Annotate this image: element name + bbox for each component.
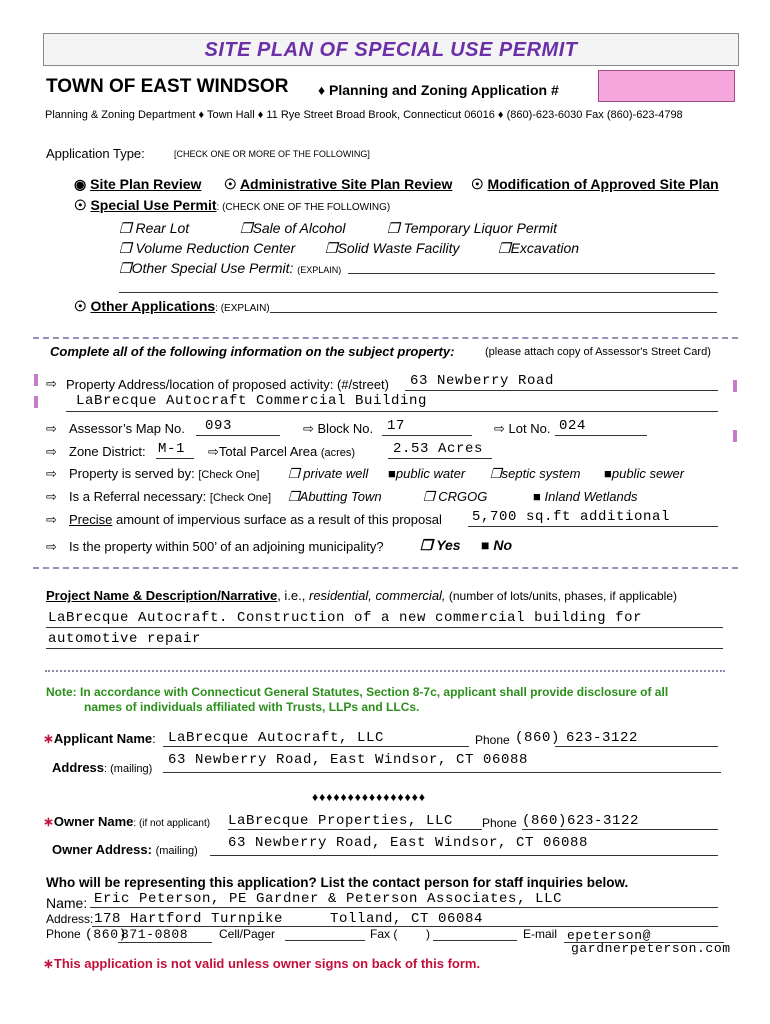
- map-number-value[interactable]: 093: [205, 418, 233, 434]
- modification-label: Modification of Approved Site Plan: [487, 176, 719, 192]
- site-plan-review-label: Site Plan Review: [90, 176, 202, 192]
- owner-phone-label: Phone: [482, 816, 517, 830]
- zone-district-value[interactable]: M-1: [158, 441, 186, 457]
- property-address-value[interactable]: 63 Newberry Road: [410, 373, 555, 389]
- impervious-surface-label: Precise amount of impervious surface as a result of this proposal: [69, 512, 442, 527]
- disclosure-note-line1: Note: In accordance with Connecticut General Statutes, Section 8-7c, applicant shall provide disclosure of all: [46, 685, 669, 699]
- checkbox-icon: ❒: [119, 220, 132, 236]
- disclosure-note-line2: names of individuals affiliated with Trusts, LLPs and LLCs.: [84, 700, 420, 714]
- volume-reduction-option[interactable]: [119, 240, 295, 257]
- representative-question: Who will be representing this application? List the contact person for staff inquiries below.: [46, 875, 629, 890]
- checked-checkbox-icon: ■: [388, 466, 396, 481]
- arrow-icon: ⇨: [46, 539, 57, 554]
- explain-label: (EXPLAIN): [297, 265, 342, 275]
- applicant-address-label: Address: (mailing): [52, 760, 153, 775]
- contact-address-label: Address:: [46, 912, 94, 926]
- owner-address-line: [210, 855, 718, 856]
- contact-phone-label: Phone: [46, 927, 81, 941]
- yes-option[interactable]: [420, 537, 461, 554]
- project-line: [46, 648, 723, 649]
- map-number-line: [196, 435, 280, 436]
- contact-phone-value[interactable]: 871-0808: [121, 927, 189, 942]
- owner-name-line: [228, 829, 482, 830]
- department-contact-line: Planning & Zoning Department ♦ Town Hall ♦ 11 Rye Street Broad Brook, Connecticut 06016 ♦ (860)-623-6030 Fax (860)-623-4798: [45, 109, 683, 121]
- inland-wetlands-option[interactable]: [533, 489, 637, 504]
- zone-district-label: Zone District:: [69, 444, 146, 459]
- checkbox-icon: ❒: [288, 466, 300, 481]
- section-divider: [33, 567, 738, 569]
- margin-mark: [34, 374, 38, 386]
- checkbox-icon: ❒: [423, 489, 435, 504]
- public-water-label: public water: [395, 466, 466, 481]
- application-type-label: Application Type:: [46, 146, 145, 161]
- checkbox-icon: ❒: [240, 220, 253, 236]
- radio-icon: ☉: [224, 176, 237, 192]
- other-special-use-field-line2[interactable]: [119, 292, 718, 293]
- fax-field[interactable]: [433, 940, 517, 941]
- applicant-name-line: [163, 746, 469, 747]
- impervious-surface-value[interactable]: 5,700 sq.ft additional: [472, 509, 671, 525]
- applicant-phone-value[interactable]: 623-3122: [566, 730, 639, 746]
- checked-checkbox-icon: ■: [604, 466, 612, 481]
- map-number-label: Assessor’s Map No.: [69, 421, 185, 436]
- volume-reduction-label: Volume Reduction Center: [135, 240, 296, 256]
- required-asterisk-icon: ∗: [43, 731, 54, 746]
- separator-diamonds: ♦♦♦♦♦♦♦♦♦♦♦♦♦♦♦♦: [312, 790, 426, 804]
- arrow-icon: ⇨: [46, 444, 57, 459]
- other-special-use-label: Other Special Use Permit:: [131, 260, 294, 276]
- lot-number-line: [555, 435, 647, 436]
- email-value[interactable]: epeterson@: [567, 928, 652, 943]
- abutting-town-label: Abutting Town: [299, 489, 382, 504]
- public-sewer-option[interactable]: [604, 466, 684, 481]
- owner-phone-line: [522, 829, 718, 830]
- project-line: [46, 627, 723, 628]
- arrow-icon: ⇨: [46, 376, 57, 391]
- project-description-label: Project Name & Description/Narrative, i.e., residential, commercial, (number of lots/units, phases, if applicable): [46, 588, 677, 603]
- property-heading-note: (please attach copy of Assessor's Street Card): [485, 346, 711, 358]
- other-applications-label: Other Applications: [90, 298, 216, 314]
- yes-label: Yes: [436, 537, 461, 553]
- checkbox-icon: ❒: [119, 240, 132, 256]
- impervious-surface-line: [468, 526, 718, 527]
- excavation-label: Excavation: [510, 240, 580, 256]
- arrow-icon: ⇨: [46, 512, 57, 527]
- private-well-label: private well: [303, 466, 369, 481]
- owner-name-value[interactable]: LaBrecque Properties, LLC: [228, 813, 454, 829]
- septic-system-label: septic system: [501, 466, 581, 481]
- radio-icon: ☉: [471, 176, 484, 192]
- contact-address-value[interactable]: 178 Hartford Turnpike: [94, 911, 284, 927]
- owner-address-label: Owner Address: (mailing): [52, 842, 198, 857]
- block-number-label: ⇨ Block No.: [303, 421, 374, 436]
- checkbox-icon: ❒: [325, 240, 338, 256]
- applicant-name-label: ∗Applicant Name:: [43, 731, 156, 746]
- other-special-use-field[interactable]: [348, 273, 715, 274]
- checked-radio-icon: ◉: [74, 176, 87, 192]
- abutting-town-option[interactable]: [288, 489, 382, 505]
- solid-waste-label: Solid Waste Facility: [337, 240, 460, 256]
- temporary-liquor-label: Temporary Liquor Permit: [403, 220, 557, 236]
- served-by-label: Property is served by: [Check One]: [69, 466, 260, 481]
- sale-alcohol-label: Sale of Alcohol: [252, 220, 346, 236]
- title-banner: [43, 33, 739, 66]
- application-type-instructions: [CHECK ONE OR MORE OF THE FOLLOWING]: [174, 149, 370, 159]
- temporary-liquor-option[interactable]: [387, 220, 557, 237]
- other-special-use-option[interactable]: [119, 260, 341, 277]
- site-plan-review-option[interactable]: [74, 176, 201, 193]
- project-description-line1[interactable]: LaBrecque Autocraft. Construction of a new commercial building for: [48, 610, 643, 626]
- public-sewer-label: public sewer: [611, 466, 685, 481]
- checkbox-icon: ❒: [498, 240, 511, 256]
- checkbox-icon: ❒: [119, 260, 132, 276]
- administrative-review-label: Administrative Site Plan Review: [239, 176, 453, 192]
- contact-name-line: [90, 907, 718, 908]
- contact-town-value[interactable]: Tolland, CT 06084: [330, 911, 484, 927]
- no-label: No: [493, 537, 513, 553]
- applicant-phone-label: Phone: [475, 733, 510, 747]
- private-well-option[interactable]: [288, 466, 368, 482]
- modification-option[interactable]: [471, 176, 719, 193]
- application-number-label: ♦ Planning and Zoning Application #: [318, 82, 559, 98]
- property-address-value2[interactable]: LaBrecque Autocraft Commercial Building: [76, 393, 428, 409]
- septic-system-option[interactable]: [490, 466, 580, 482]
- owner-name-label: ∗Owner Name: (if not applicant): [43, 814, 211, 829]
- contact-phone-area[interactable]: (860): [85, 927, 128, 942]
- cell-pager-label: Cell/Pager: [219, 927, 276, 941]
- crgog-label: CRGOG: [438, 489, 488, 504]
- town-name: TOWN OF EAST WINDSOR: [46, 76, 289, 97]
- public-water-option[interactable]: [388, 466, 465, 481]
- solid-waste-option[interactable]: [325, 240, 459, 257]
- applicant-address-value[interactable]: 63 Newberry Road, East Windsor, CT 06088: [168, 752, 529, 768]
- cell-pager-field[interactable]: [285, 940, 365, 941]
- contact-name-label: Name:: [46, 895, 88, 911]
- adjoining-municipality-label: Is the property within 500’ of an adjoining municipality?: [69, 539, 384, 554]
- block-number-line: [382, 435, 472, 436]
- property-heading: Complete all of the following information on the subject property:: [50, 344, 455, 359]
- special-use-permit-option[interactable]: [74, 197, 390, 214]
- other-applications-field[interactable]: [270, 312, 717, 313]
- required-asterisk-icon: ∗: [43, 956, 54, 971]
- administrative-review-option[interactable]: [224, 176, 452, 193]
- checked-checkbox-icon: ■: [533, 489, 541, 504]
- no-option[interactable]: [481, 537, 512, 553]
- application-number-field[interactable]: [598, 70, 735, 102]
- applicant-address-line: [163, 772, 721, 773]
- property-address-line2: [66, 411, 718, 412]
- email-label: E-mail: [523, 927, 558, 941]
- crgog-option[interactable]: [423, 489, 487, 505]
- owner-phone-value[interactable]: (860)623-3122: [522, 813, 640, 829]
- fax-label: Fax (: [370, 927, 398, 941]
- lot-number-value[interactable]: 024: [559, 418, 587, 434]
- owner-signature-warning: ∗This application is not valid unless owner signs on back of this form.: [43, 956, 481, 971]
- zone-district-line: [156, 458, 194, 459]
- arrow-icon: ⇨: [46, 421, 57, 436]
- arrow-icon: ⇨: [46, 466, 57, 481]
- parcel-area-label: ⇨Total Parcel Area (acres): [208, 444, 356, 459]
- margin-mark: [733, 430, 737, 442]
- rear-lot-option[interactable]: [119, 220, 189, 237]
- contact-name-value[interactable]: Eric Peterson, PE Gardner & Peterson Associates, LLC: [94, 891, 563, 907]
- margin-mark: [34, 396, 38, 408]
- block-number-value[interactable]: 17: [387, 418, 406, 434]
- excavation-option[interactable]: [498, 240, 579, 257]
- property-address-label: Property Address/location of proposed activity: (#/street): [66, 377, 389, 392]
- parcel-area-line: [388, 458, 492, 459]
- checkbox-icon: ❒: [420, 537, 433, 553]
- owner-address-value[interactable]: 63 Newberry Road, East Windsor, CT 06088: [228, 835, 589, 851]
- margin-mark: [733, 380, 737, 392]
- radio-icon: ☉: [74, 298, 87, 314]
- arrow-icon: ⇨: [46, 489, 57, 504]
- required-asterisk-icon: ∗: [43, 814, 54, 829]
- radio-icon: ☉: [74, 197, 87, 213]
- checked-checkbox-icon: ■: [481, 537, 490, 553]
- applicant-phone-area[interactable]: (860): [515, 730, 561, 746]
- other-applications-option[interactable]: [74, 298, 270, 315]
- checkbox-icon: ❒: [288, 489, 300, 504]
- other-applications-explain: : (EXPLAIN): [215, 303, 270, 314]
- contact-phone-line: [118, 942, 212, 943]
- project-description-line2[interactable]: automotive repair: [48, 631, 202, 647]
- sale-alcohol-option[interactable]: [240, 220, 345, 237]
- applicant-phone-line: [555, 746, 718, 747]
- special-use-label: Special Use Permit: [90, 197, 217, 213]
- fax-close: ): [426, 927, 430, 941]
- lot-number-label: ⇨ Lot No.: [494, 421, 551, 436]
- form-title: SITE PLAN OF SPECIAL USE PERMIT: [204, 39, 578, 61]
- rear-lot-label: Rear Lot: [135, 220, 190, 236]
- parcel-area-value[interactable]: 2.53 Acres: [393, 441, 484, 457]
- referral-label: Is a Referral necessary: [Check One]: [69, 489, 272, 504]
- section-divider: [33, 337, 738, 339]
- checkbox-icon: ❒: [490, 466, 502, 481]
- email-value-continued[interactable]: gardnerpeterson.com: [571, 941, 731, 956]
- special-use-instructions: : (CHECK ONE OF THE FOLLOWING): [216, 202, 391, 213]
- property-address-line: [405, 390, 718, 391]
- applicant-name-value[interactable]: LaBrecque Autocraft, LLC: [168, 730, 385, 746]
- inland-wetlands-label: Inland Wetlands: [544, 489, 638, 504]
- section-divider: [45, 670, 725, 672]
- checkbox-icon: ❒: [387, 220, 400, 236]
